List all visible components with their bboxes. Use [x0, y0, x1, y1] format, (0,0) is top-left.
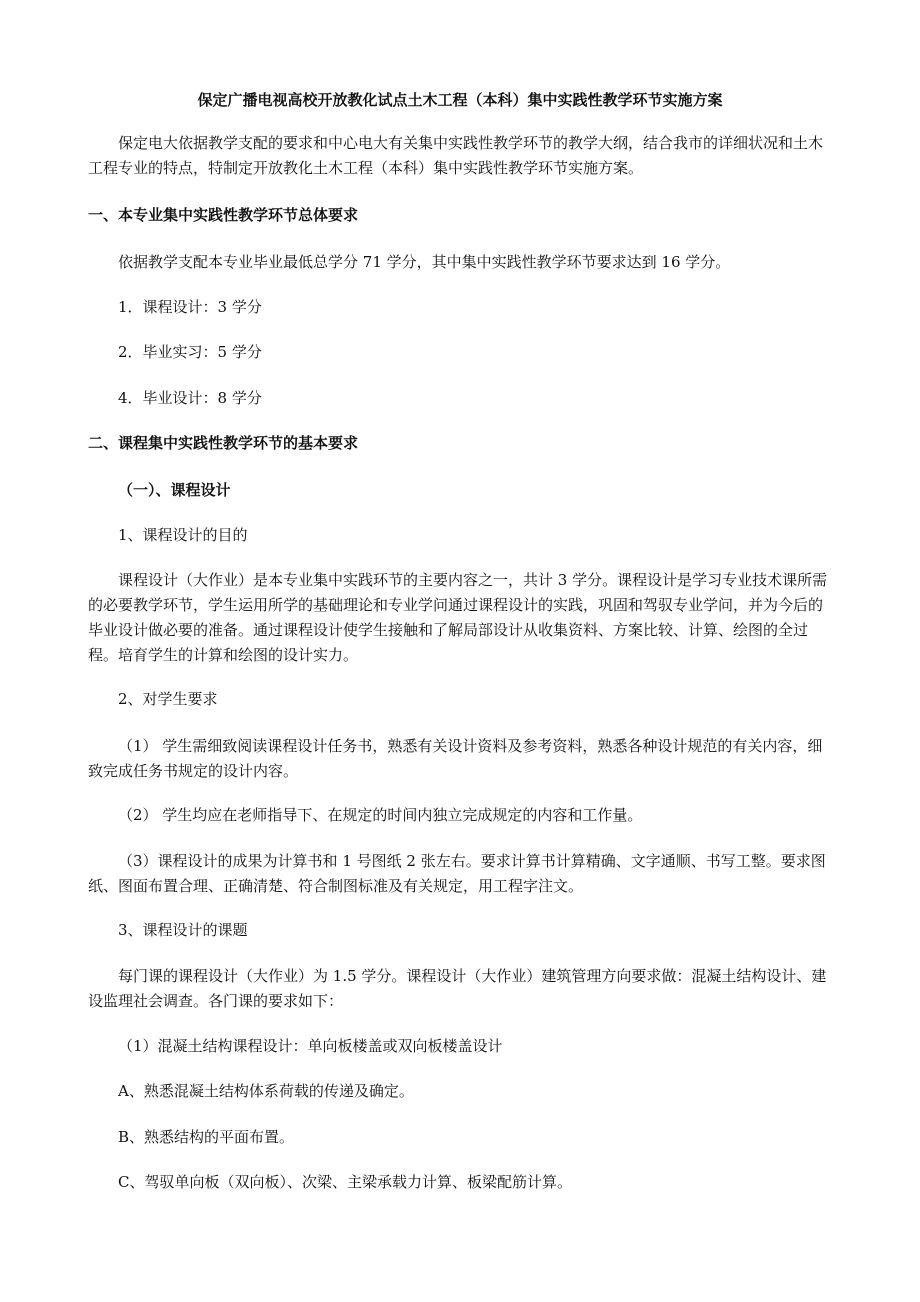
requirements-heading: 2、对学生要求	[118, 690, 218, 708]
requirement-item: （2） 学生均应在老师指导下、在规定的时间内独立完成规定的内容和工作量。	[118, 806, 643, 824]
section1-heading: 一、本专业集中实践性教学环节总体要求	[88, 206, 359, 224]
list-item: 2．毕业实习：5 学分	[118, 343, 262, 361]
point-a: A、熟悉混凝土结构体系荷载的传递及确定。	[118, 1082, 414, 1100]
purpose-heading: 1、课程设计的目的	[118, 526, 248, 544]
topic-item: （1）混凝土结构课程设计：单向板楼盖或双向板楼盖设计	[118, 1037, 503, 1055]
point-b: B、熟悉结构的平面布置。	[118, 1128, 295, 1146]
section2-heading: 二、课程集中实践性教学环节的基本要求	[88, 434, 359, 452]
credits-paragraph: 依据教学支配本专业毕业最低总学分 71 学分，其中集中实践性教学环节要求达到 16 学分。	[118, 253, 731, 271]
intro-paragraph: 保定电大依据教学支配的要求和中心电大有关集中实践性教学环节的教学大纲，结合我市的详细状况和土木工程专业的特点，特制定开放教化土木工程（本科）集中实践性教学环节实施方案。	[88, 134, 824, 177]
document-title: 保定广播电视高校开放教化试点土木工程（本科）集中实践性教学环节实施方案	[197, 91, 723, 109]
requirement-item: （3）课程设计的成果为计算书和 1 号图纸 2 张左右。要求计算书计算精确、文字通顺、书写工整。要求图纸、图面布置合理、正确清楚、符合制图标准及有关规定，用工程字注文。	[88, 852, 826, 895]
list-item: 1．课程设计：3 学分	[118, 298, 262, 316]
topic-heading: 3、课程设计的课题	[118, 921, 248, 939]
point-c: C、驾驭单向板（双向板）、次梁、主梁承载力计算、板梁配筋计算。	[118, 1173, 572, 1191]
requirement-item: （1） 学生需细致阅读课程设计任务书，熟悉有关设计资料及参考资料，熟悉各种设计规范的有关内容，细致完成任务书规定的设计内容。	[88, 737, 823, 780]
purpose-paragraph: 课程设计（大作业）是本专业集中实践环节的主要内容之一，共计 3 学分。课程设计是学习专业技术课所需的必要教学环节，学生运用所学的基础理论和专业学问通过课程设计的实践，巩固和驾驭专业学问，并为今后的毕业设计做必要的准备。通过课程设计使学生接触和了解局部设计从收集资料、方案比较、计算、绘图的全过程。培育学生的计算和绘图的设计实力。	[88, 571, 828, 664]
list-item: 4．毕业设计：8 学分	[118, 389, 262, 407]
course-design-heading: （一）、课程设计	[118, 481, 231, 499]
topic-paragraph: 每门课的课程设计（大作业）为 1.5 学分。课程设计（大作业）建筑管理方向要求做：混凝土结构设计、建设监理社会调查。各门课的要求如下：	[88, 967, 827, 1010]
